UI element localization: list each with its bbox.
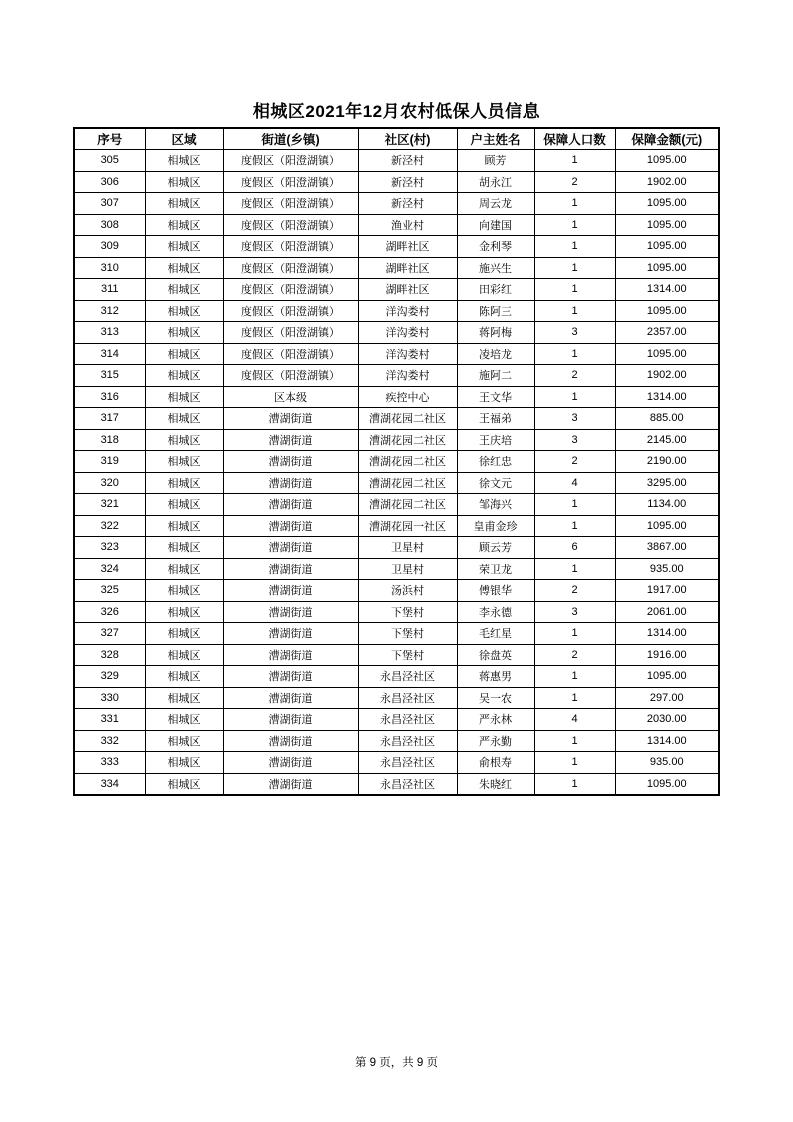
table-body xyxy=(74,150,719,796)
cell-community-village: 湖畔社区 xyxy=(358,279,457,301)
cell-region: 相城区 xyxy=(145,236,223,258)
cell-householder-name: 俞根寿 xyxy=(457,752,534,774)
cell-seq: 305 xyxy=(74,150,145,172)
cell-householder-name: 金利琴 xyxy=(457,236,534,258)
cell-region: 相城区 xyxy=(145,408,223,430)
cell-community-village: 新泾村 xyxy=(358,150,457,172)
table-row xyxy=(74,193,719,215)
cell-community-village: 疾控中心 xyxy=(358,386,457,408)
cell-amount: 1095.00 xyxy=(615,666,719,688)
cell-region: 相城区 xyxy=(145,580,223,602)
cell-region: 相城区 xyxy=(145,171,223,193)
cell-amount: 1917.00 xyxy=(615,580,719,602)
cell-householder-name: 王庆培 xyxy=(457,429,534,451)
cell-region: 相城区 xyxy=(145,365,223,387)
cell-community-village: 湖畔社区 xyxy=(358,257,457,279)
cell-insured-count: 1 xyxy=(534,300,615,322)
column-header: 保障金额(元) xyxy=(615,128,719,150)
table-row xyxy=(74,730,719,752)
cell-region: 相城区 xyxy=(145,472,223,494)
cell-householder-name: 顾云芳 xyxy=(457,537,534,559)
cell-street-town: 漕湖街道 xyxy=(223,601,358,623)
table-row xyxy=(74,709,719,731)
cell-street-town: 漕湖街道 xyxy=(223,666,358,688)
cell-insured-count: 2 xyxy=(534,644,615,666)
cell-householder-name: 凌培龙 xyxy=(457,343,534,365)
cell-street-town: 度假区（阳澄湖镇） xyxy=(223,300,358,322)
cell-street-town: 度假区（阳澄湖镇） xyxy=(223,322,358,344)
cell-seq: 311 xyxy=(74,279,145,301)
cell-community-village: 漕湖花园二社区 xyxy=(358,472,457,494)
cell-community-village: 永昌泾社区 xyxy=(358,666,457,688)
cell-street-town: 度假区（阳澄湖镇） xyxy=(223,171,358,193)
cell-seq: 321 xyxy=(74,494,145,516)
table-row xyxy=(74,214,719,236)
cell-seq: 334 xyxy=(74,773,145,795)
cell-seq: 333 xyxy=(74,752,145,774)
cell-street-town: 漕湖街道 xyxy=(223,687,358,709)
cell-insured-count: 2 xyxy=(534,171,615,193)
cell-region: 相城区 xyxy=(145,300,223,322)
cell-insured-count: 1 xyxy=(534,773,615,795)
cell-street-town: 漕湖街道 xyxy=(223,515,358,537)
cell-seq: 324 xyxy=(74,558,145,580)
table-row xyxy=(74,279,719,301)
cell-householder-name: 蒋惠男 xyxy=(457,666,534,688)
cell-insured-count: 1 xyxy=(534,515,615,537)
cell-amount: 2145.00 xyxy=(615,429,719,451)
cell-amount: 1095.00 xyxy=(615,257,719,279)
table-row xyxy=(74,365,719,387)
cell-community-village: 湖畔社区 xyxy=(358,236,457,258)
table-row xyxy=(74,752,719,774)
cell-street-town: 漕湖街道 xyxy=(223,730,358,752)
cell-amount: 2357.00 xyxy=(615,322,719,344)
cell-insured-count: 1 xyxy=(534,623,615,645)
cell-seq: 309 xyxy=(74,236,145,258)
cell-community-village: 永昌泾社区 xyxy=(358,687,457,709)
cell-amount: 1314.00 xyxy=(615,386,719,408)
cell-insured-count: 2 xyxy=(534,365,615,387)
cell-seq: 306 xyxy=(74,171,145,193)
cell-community-village: 汤浜村 xyxy=(358,580,457,602)
cell-amount: 1095.00 xyxy=(615,300,719,322)
cell-seq: 315 xyxy=(74,365,145,387)
cell-community-village: 永昌泾社区 xyxy=(358,709,457,731)
cell-insured-count: 3 xyxy=(534,601,615,623)
cell-seq: 314 xyxy=(74,343,145,365)
page-number: 第 9 页，共 9 页 xyxy=(354,1057,439,1069)
cell-region: 相城区 xyxy=(145,429,223,451)
cell-householder-name: 蒋阿梅 xyxy=(457,322,534,344)
table-row xyxy=(74,300,719,322)
cell-seq: 326 xyxy=(74,601,145,623)
cell-amount: 885.00 xyxy=(615,408,719,430)
cell-amount: 1095.00 xyxy=(615,773,719,795)
cell-region: 相城区 xyxy=(145,214,223,236)
cell-amount: 3867.00 xyxy=(615,537,719,559)
cell-region: 相城区 xyxy=(145,623,223,645)
cell-amount: 935.00 xyxy=(615,752,719,774)
cell-community-village: 漕湖花园二社区 xyxy=(358,429,457,451)
cell-region: 相城区 xyxy=(145,193,223,215)
header-row xyxy=(74,128,719,150)
cell-insured-count: 1 xyxy=(534,279,615,301)
cell-insured-count: 4 xyxy=(534,709,615,731)
cell-insured-count: 2 xyxy=(534,580,615,602)
cell-community-village: 漕湖花园一社区 xyxy=(358,515,457,537)
cell-householder-name: 李永德 xyxy=(457,601,534,623)
cell-insured-count: 1 xyxy=(534,752,615,774)
table-row xyxy=(74,429,719,451)
cell-community-village: 洋沟娄村 xyxy=(358,365,457,387)
cell-amount: 1314.00 xyxy=(615,279,719,301)
cell-street-town: 漕湖街道 xyxy=(223,580,358,602)
cell-householder-name: 周云龙 xyxy=(457,193,534,215)
table-row xyxy=(74,408,719,430)
cell-community-village: 永昌泾社区 xyxy=(358,773,457,795)
cell-region: 相城区 xyxy=(145,773,223,795)
cell-region: 相城区 xyxy=(145,515,223,537)
cell-street-town: 度假区（阳澄湖镇） xyxy=(223,365,358,387)
cell-amount: 2061.00 xyxy=(615,601,719,623)
table-row xyxy=(74,171,719,193)
cell-amount: 2030.00 xyxy=(615,709,719,731)
cell-street-town: 漕湖街道 xyxy=(223,623,358,645)
cell-insured-count: 1 xyxy=(534,687,615,709)
cell-region: 相城区 xyxy=(145,279,223,301)
cell-amount: 1095.00 xyxy=(615,214,719,236)
cell-amount: 1095.00 xyxy=(615,236,719,258)
cell-insured-count: 1 xyxy=(534,193,615,215)
cell-amount: 935.00 xyxy=(615,558,719,580)
table-row xyxy=(74,386,719,408)
cell-amount: 1916.00 xyxy=(615,644,719,666)
cell-insured-count: 1 xyxy=(534,343,615,365)
cell-region: 相城区 xyxy=(145,343,223,365)
cell-householder-name: 毛红星 xyxy=(457,623,534,645)
table-row xyxy=(74,687,719,709)
cell-street-town: 漕湖街道 xyxy=(223,408,358,430)
cell-insured-count: 1 xyxy=(534,257,615,279)
cell-region: 相城区 xyxy=(145,730,223,752)
cell-householder-name: 徐文元 xyxy=(457,472,534,494)
cell-householder-name: 邹海兴 xyxy=(457,494,534,516)
cell-householder-name: 皇甫金珍 xyxy=(457,515,534,537)
cell-householder-name: 胡永江 xyxy=(457,171,534,193)
cell-region: 相城区 xyxy=(145,644,223,666)
cell-community-village: 下堡村 xyxy=(358,601,457,623)
cell-seq: 329 xyxy=(74,666,145,688)
cell-seq: 330 xyxy=(74,687,145,709)
cell-street-town: 漕湖街道 xyxy=(223,451,358,473)
cell-street-town: 度假区（阳澄湖镇） xyxy=(223,257,358,279)
cell-seq: 307 xyxy=(74,193,145,215)
cell-householder-name: 顾芳 xyxy=(457,150,534,172)
cell-householder-name: 田彩红 xyxy=(457,279,534,301)
cell-insured-count: 4 xyxy=(534,472,615,494)
cell-householder-name: 严永林 xyxy=(457,709,534,731)
cell-street-town: 漕湖街道 xyxy=(223,558,358,580)
cell-region: 相城区 xyxy=(145,709,223,731)
cell-community-village: 洋沟娄村 xyxy=(358,343,457,365)
cell-seq: 325 xyxy=(74,580,145,602)
cell-insured-count: 6 xyxy=(534,537,615,559)
cell-insured-count: 2 xyxy=(534,451,615,473)
column-header: 区域 xyxy=(145,128,223,150)
cell-householder-name: 荣卫龙 xyxy=(457,558,534,580)
cell-amount: 1134.00 xyxy=(615,494,719,516)
table-row xyxy=(74,773,719,795)
cell-householder-name: 傅银华 xyxy=(457,580,534,602)
cell-insured-count: 1 xyxy=(534,730,615,752)
cell-community-village: 漕湖花园二社区 xyxy=(358,451,457,473)
cell-insured-count: 3 xyxy=(534,429,615,451)
table-row xyxy=(74,451,719,473)
cell-region: 相城区 xyxy=(145,451,223,473)
cell-householder-name: 施阿二 xyxy=(457,365,534,387)
cell-region: 相城区 xyxy=(145,386,223,408)
cell-street-town: 度假区（阳澄湖镇） xyxy=(223,150,358,172)
table-row xyxy=(74,515,719,537)
cell-insured-count: 1 xyxy=(534,666,615,688)
cell-community-village: 漕湖花园二社区 xyxy=(358,494,457,516)
cell-community-village: 下堡村 xyxy=(358,644,457,666)
cell-amount: 1314.00 xyxy=(615,730,719,752)
cell-community-village: 下堡村 xyxy=(358,623,457,645)
cell-street-town: 区本级 xyxy=(223,386,358,408)
page-title: 相城区2021年12月农村低保人员信息 xyxy=(252,102,541,121)
table-row xyxy=(74,666,719,688)
cell-insured-count: 1 xyxy=(534,150,615,172)
cell-community-village: 永昌泾社区 xyxy=(358,730,457,752)
cell-seq: 318 xyxy=(74,429,145,451)
cell-insured-count: 1 xyxy=(534,214,615,236)
table-row xyxy=(74,150,719,172)
cell-community-village: 新泾村 xyxy=(358,193,457,215)
cell-householder-name: 朱晓红 xyxy=(457,773,534,795)
cell-householder-name: 吴一农 xyxy=(457,687,534,709)
cell-insured-count: 1 xyxy=(534,236,615,258)
cell-seq: 310 xyxy=(74,257,145,279)
table-row xyxy=(74,494,719,516)
table-row xyxy=(74,558,719,580)
cell-seq: 320 xyxy=(74,472,145,494)
cell-householder-name: 严永勤 xyxy=(457,730,534,752)
cell-amount: 1902.00 xyxy=(615,365,719,387)
cell-insured-count: 3 xyxy=(534,322,615,344)
table-row xyxy=(74,343,719,365)
cell-region: 相城区 xyxy=(145,752,223,774)
cell-street-town: 度假区（阳澄湖镇） xyxy=(223,236,358,258)
cell-street-town: 漕湖街道 xyxy=(223,752,358,774)
cell-street-town: 漕湖街道 xyxy=(223,472,358,494)
table-row xyxy=(74,537,719,559)
cell-community-village: 新泾村 xyxy=(358,171,457,193)
cell-seq: 312 xyxy=(74,300,145,322)
cell-street-town: 度假区（阳澄湖镇） xyxy=(223,193,358,215)
cell-seq: 319 xyxy=(74,451,145,473)
cell-amount: 1095.00 xyxy=(615,193,719,215)
cell-insured-count: 1 xyxy=(534,386,615,408)
cell-seq: 327 xyxy=(74,623,145,645)
table-row xyxy=(74,580,719,602)
table-row xyxy=(74,257,719,279)
column-header: 保障人口数 xyxy=(534,128,615,150)
cell-street-town: 漕湖街道 xyxy=(223,429,358,451)
cell-street-town: 度假区（阳澄湖镇） xyxy=(223,214,358,236)
cell-amount: 1902.00 xyxy=(615,171,719,193)
cell-region: 相城区 xyxy=(145,150,223,172)
benefits-table xyxy=(73,127,720,796)
table-row xyxy=(74,236,719,258)
cell-seq: 328 xyxy=(74,644,145,666)
cell-street-town: 漕湖街道 xyxy=(223,494,358,516)
cell-householder-name: 向建国 xyxy=(457,214,534,236)
cell-region: 相城区 xyxy=(145,537,223,559)
cell-region: 相城区 xyxy=(145,687,223,709)
cell-seq: 313 xyxy=(74,322,145,344)
cell-seq: 317 xyxy=(74,408,145,430)
cell-region: 相城区 xyxy=(145,322,223,344)
cell-amount: 1095.00 xyxy=(615,515,719,537)
cell-seq: 332 xyxy=(74,730,145,752)
table-row xyxy=(74,322,719,344)
cell-seq: 308 xyxy=(74,214,145,236)
table-row xyxy=(74,601,719,623)
cell-region: 相城区 xyxy=(145,666,223,688)
table-header xyxy=(74,128,719,150)
cell-seq: 331 xyxy=(74,709,145,731)
cell-amount: 2190.00 xyxy=(615,451,719,473)
cell-street-town: 漕湖街道 xyxy=(223,709,358,731)
cell-householder-name: 徐盘英 xyxy=(457,644,534,666)
cell-community-village: 卫星村 xyxy=(358,537,457,559)
cell-street-town: 度假区（阳澄湖镇） xyxy=(223,343,358,365)
cell-community-village: 洋沟娄村 xyxy=(358,300,457,322)
cell-insured-count: 3 xyxy=(534,408,615,430)
cell-amount: 1314.00 xyxy=(615,623,719,645)
column-header: 社区(村) xyxy=(358,128,457,150)
cell-insured-count: 1 xyxy=(534,494,615,516)
cell-community-village: 洋沟娄村 xyxy=(358,322,457,344)
cell-community-village: 渔业村 xyxy=(358,214,457,236)
cell-street-town: 漕湖街道 xyxy=(223,537,358,559)
cell-householder-name: 徐红忠 xyxy=(457,451,534,473)
cell-amount: 1095.00 xyxy=(615,343,719,365)
cell-householder-name: 王福弟 xyxy=(457,408,534,430)
cell-householder-name: 施兴生 xyxy=(457,257,534,279)
cell-region: 相城区 xyxy=(145,601,223,623)
cell-amount: 3295.00 xyxy=(615,472,719,494)
column-header: 街道(乡镇) xyxy=(223,128,358,150)
cell-insured-count: 1 xyxy=(534,558,615,580)
cell-seq: 323 xyxy=(74,537,145,559)
cell-seq: 322 xyxy=(74,515,145,537)
cell-community-village: 漕湖花园二社区 xyxy=(358,408,457,430)
cell-amount: 1095.00 xyxy=(615,150,719,172)
cell-householder-name: 王文华 xyxy=(457,386,534,408)
cell-community-village: 永昌泾社区 xyxy=(358,752,457,774)
cell-seq: 316 xyxy=(74,386,145,408)
cell-community-village: 卫星村 xyxy=(358,558,457,580)
table-row xyxy=(74,623,719,645)
column-header: 户主姓名 xyxy=(457,128,534,150)
table-row xyxy=(74,644,719,666)
cell-street-town: 漕湖街道 xyxy=(223,773,358,795)
cell-street-town: 度假区（阳澄湖镇） xyxy=(223,279,358,301)
cell-street-town: 漕湖街道 xyxy=(223,644,358,666)
table-row xyxy=(74,472,719,494)
cell-region: 相城区 xyxy=(145,494,223,516)
cell-region: 相城区 xyxy=(145,257,223,279)
column-header: 序号 xyxy=(74,128,145,150)
cell-householder-name: 陈阿三 xyxy=(457,300,534,322)
cell-amount: 297.00 xyxy=(615,687,719,709)
cell-region: 相城区 xyxy=(145,558,223,580)
